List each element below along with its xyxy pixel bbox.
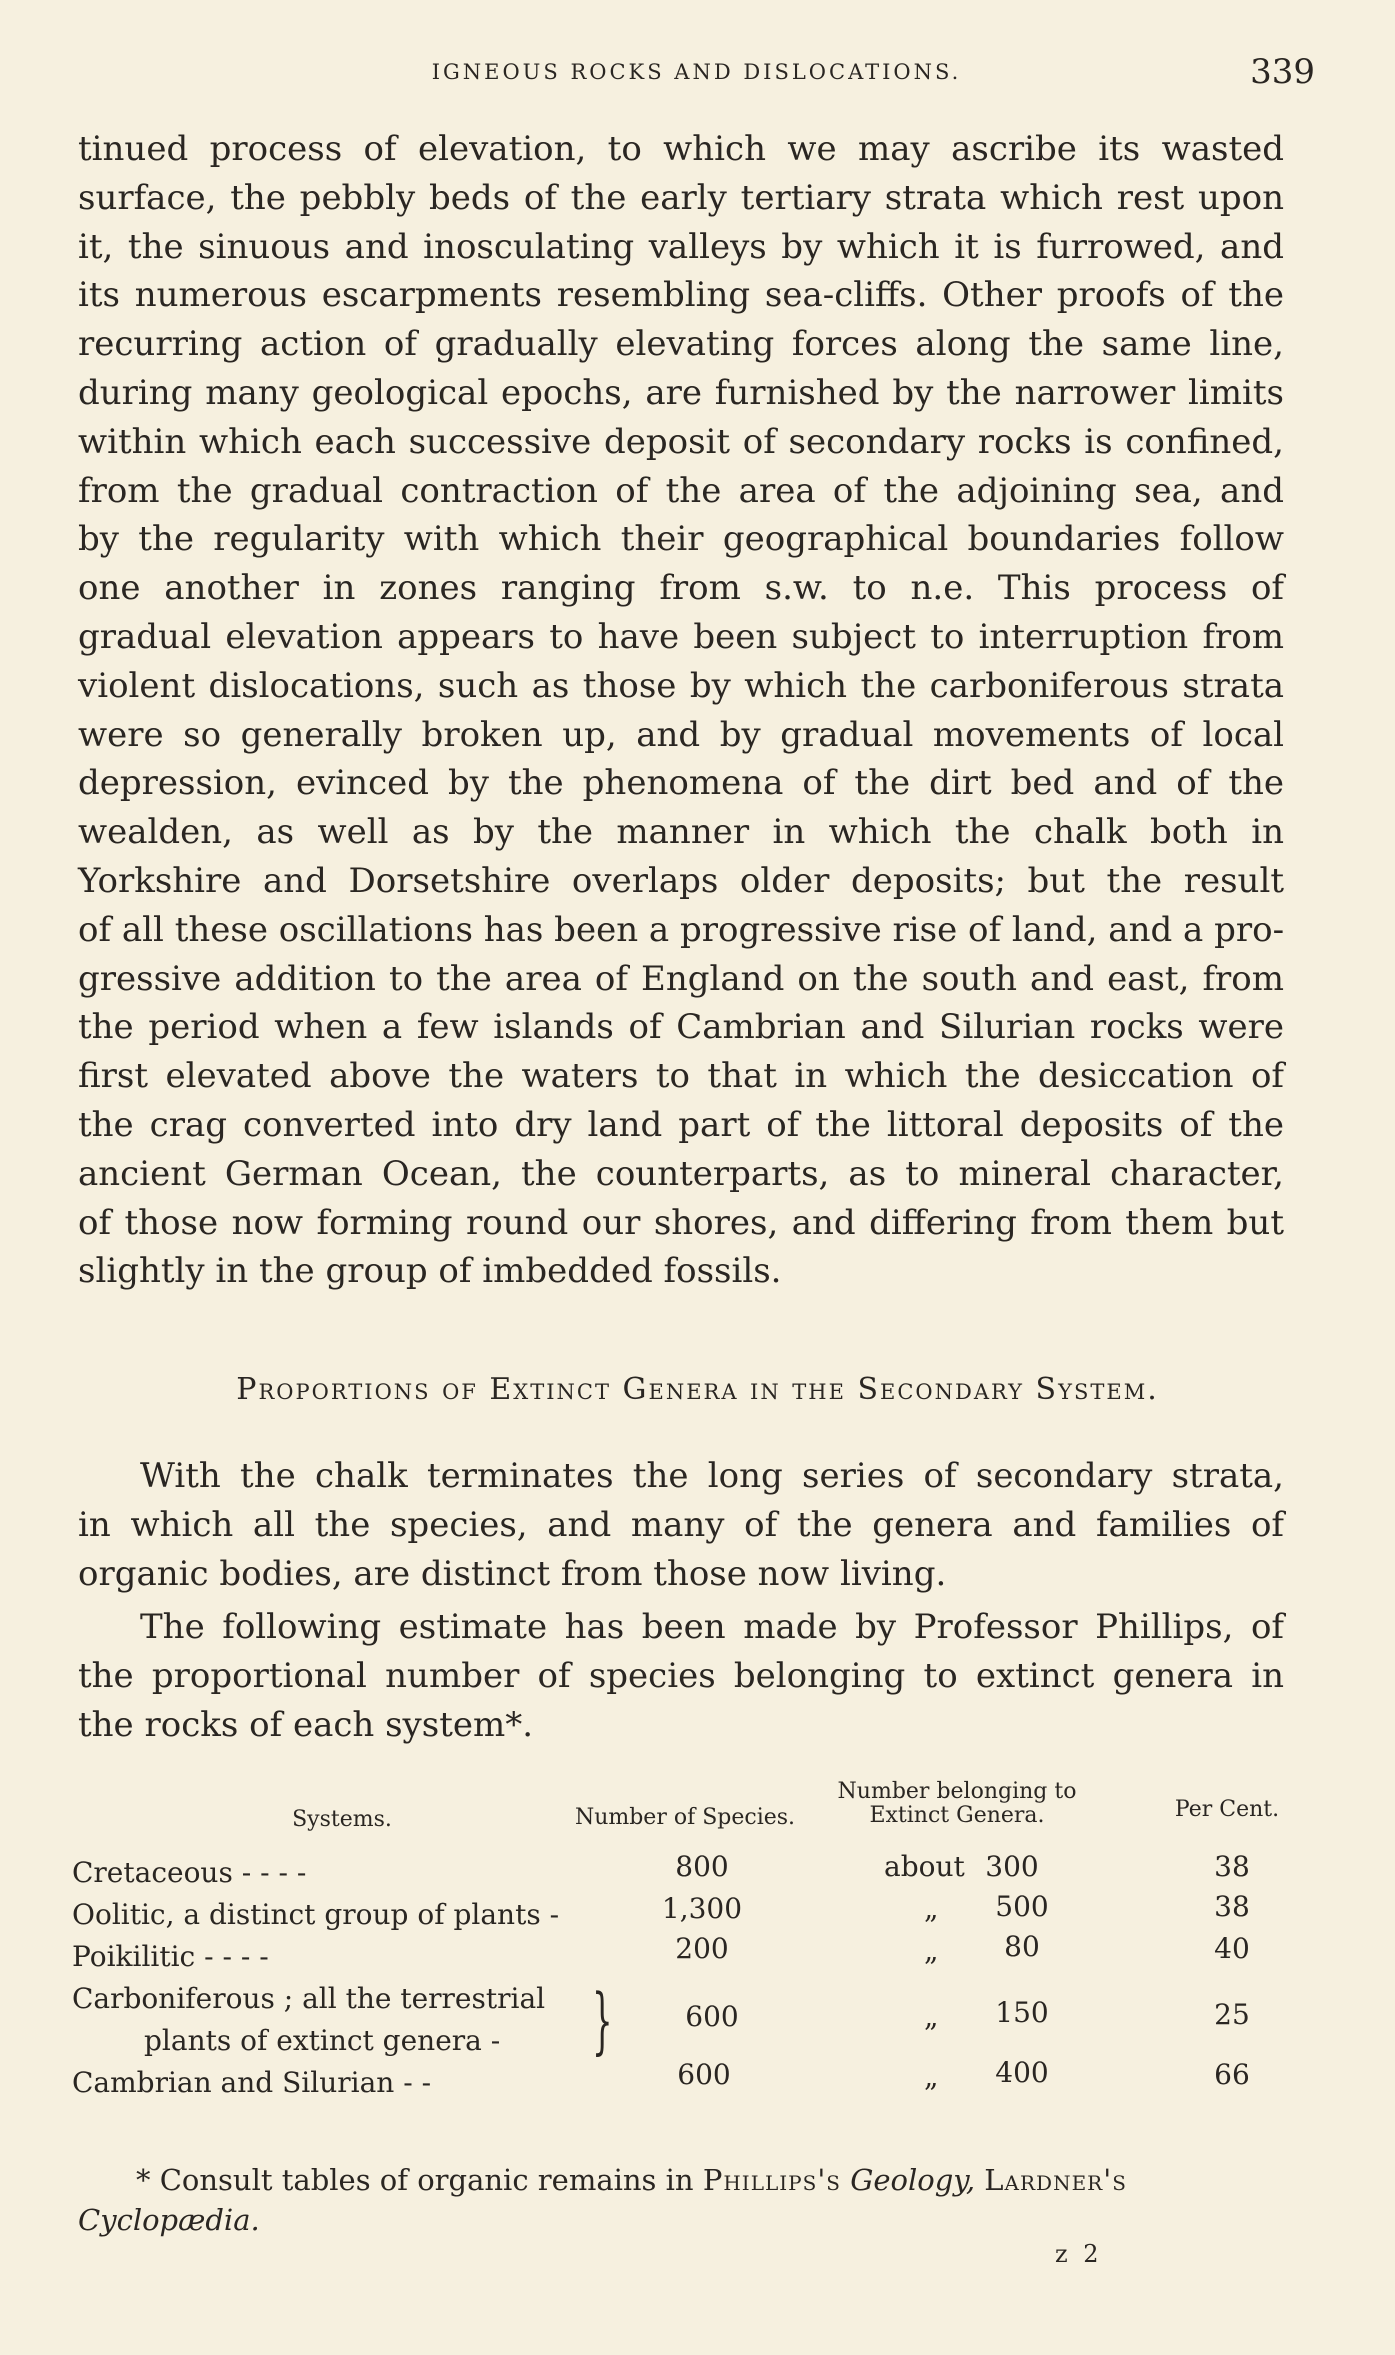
text-line: With the chalk terminates the long series of secondary strata, xyxy=(140,1456,1284,1496)
footnote-author-lardner: Lardner's xyxy=(984,2163,1127,2197)
running-head xyxy=(78,52,1315,92)
section-heading: Proportions of Extinct Genera in the Secondary System. xyxy=(236,1372,1159,1407)
row-mark: „ xyxy=(924,1892,939,1925)
paragraph-continued xyxy=(78,125,1284,1296)
footnote-author-phillips: Phillips's xyxy=(702,2163,841,2197)
text-line: of those now forming round our shores, and differing from them but xyxy=(78,1202,1284,1243)
row-mark: „ xyxy=(924,2060,939,2093)
header-species: Number of Species. xyxy=(574,1805,796,1830)
brace-icon: } xyxy=(592,1978,613,2062)
header-percent: Per Cent. xyxy=(1174,1797,1280,1822)
row-percent: 38 xyxy=(1214,1850,1250,1883)
row-extinct: 80 xyxy=(1004,1930,1040,1963)
text-line: first elevated above the waters to that in which the desiccation of xyxy=(78,1056,1284,1097)
text-line: of all these oscillations has been a progressive rise of land, and a pro- xyxy=(78,909,1285,950)
row-species: 800 xyxy=(675,1850,729,1883)
text-line: gradual elevation appears to have been subject to interruption from xyxy=(78,616,1284,657)
text-line: The following estimate has been made by Professor Phillips, of xyxy=(140,1607,1284,1647)
row-system: Poikilitic - - - - xyxy=(72,1940,269,1973)
row-mark: „ xyxy=(924,1934,939,1967)
text-line: wealden, as well as by the manner in which the chalk both in xyxy=(78,812,1284,853)
page-number: 339 xyxy=(1250,52,1315,92)
text-line: one another in zones ranging from s.w. to n.e. This process of xyxy=(78,568,1284,609)
row-extinct: 150 xyxy=(995,1996,1049,2029)
row-extinct: 500 xyxy=(995,1890,1049,1923)
text-line: in which all the species, and many of the genera and families of xyxy=(78,1504,1284,1545)
text-line: within which each successive deposit of secondary rocks is confined, xyxy=(78,421,1284,462)
row-percent: 66 xyxy=(1214,2058,1250,2091)
row-species: 1,300 xyxy=(661,1892,743,1925)
row-extinct: 400 xyxy=(995,2056,1049,2089)
text-line: surface, the pebbly beds of the early tertiary strata which rest upon xyxy=(78,177,1284,218)
text-line: violent dislocations, such as those by which the carboniferous strata xyxy=(78,665,1284,706)
text-line: its numerous escarpments resembling sea-cliffs. Other proofs of the xyxy=(78,275,1284,316)
header-extinct xyxy=(812,1780,1102,1828)
text-line: recurring action of gradually elevating forces along the same line, xyxy=(78,324,1284,365)
text-line: were so generally broken up, and by gradual movements of local xyxy=(78,714,1284,755)
footnote-work-geology: Geology, xyxy=(850,2163,976,2197)
text-line: slightly in the group of imbedded fossils. xyxy=(78,1251,782,1292)
text-line: Yorkshire and Dorsetshire overlaps older deposits; but the result xyxy=(78,860,1284,901)
text-line: the period when a few islands of Cambrian and Silurian rocks were xyxy=(78,1007,1284,1048)
row-system: Carboniferous ; all the terrestrial xyxy=(72,1982,546,2015)
text-line: it, the sinuous and inosculating valleys by which it is furrowed, and xyxy=(78,226,1284,267)
row-species: 200 xyxy=(675,1932,729,1965)
row-system: Cambrian and Silurian - - xyxy=(72,2066,432,2099)
header-extinct-line1: Number belonging to xyxy=(837,1779,1077,1804)
text-line: tinued process of elevation, to which we may ascribe its wasted xyxy=(78,129,1284,169)
row-system: Oolitic, a distinct group of plants - xyxy=(72,1898,560,1931)
signature-mark: z 2 xyxy=(1055,2240,1103,2268)
text-line: gressive addition to the area of England on the south and east, from xyxy=(78,958,1284,999)
row-species: 600 xyxy=(677,2058,731,2091)
row-mark: „ xyxy=(924,2000,939,2033)
paragraph-chalk xyxy=(78,1452,1284,1598)
row-species: 600 xyxy=(685,2000,739,2033)
extinct-genera-table xyxy=(72,1778,1312,2108)
row-mark: about xyxy=(884,1850,965,1883)
text-line: ancient German Ocean, the counterparts, as to mineral character, xyxy=(78,1153,1284,1194)
row-percent: 38 xyxy=(1214,1890,1250,1923)
row-percent: 40 xyxy=(1214,1932,1250,1965)
footnote xyxy=(78,2160,1298,2240)
header-extinct-line2: Extinct Genera. xyxy=(869,1803,1045,1828)
footnote-work-cyclopaedia: Cyclopædia. xyxy=(78,2203,260,2237)
header-systems: Systems. xyxy=(292,1807,392,1832)
text-line: the proportional number of species belonging to extinct genera in xyxy=(78,1655,1284,1696)
text-line: organic bodies, are distinct from those now living. xyxy=(78,1553,947,1594)
running-title: IGNEOUS ROCKS AND DISLOCATIONS. xyxy=(431,60,962,84)
text-line: the rocks of each system*. xyxy=(78,1704,534,1745)
text-line: by the regularity with which their geographical boundaries follow xyxy=(78,519,1284,560)
text-line: depression, evinced by the phenomena of the dirt bed and of the xyxy=(78,763,1284,804)
row-percent: 25 xyxy=(1214,1998,1250,2031)
text-line: during many geological epochs, are furnished by the narrower limits xyxy=(78,372,1284,413)
footnote-marker: * Consult tables of organic remains in xyxy=(136,2163,694,2197)
text-line: the crag converted into dry land part of the littoral deposits of the xyxy=(78,1104,1284,1145)
row-system-line2: plants of extinct genera - xyxy=(144,2024,501,2057)
paragraph-estimate xyxy=(78,1603,1284,1749)
text-line: from the gradual contraction of the area of the adjoining sea, and xyxy=(78,470,1284,511)
row-extinct: 300 xyxy=(985,1850,1039,1883)
row-system: Cretaceous - - - - xyxy=(72,1856,307,1889)
